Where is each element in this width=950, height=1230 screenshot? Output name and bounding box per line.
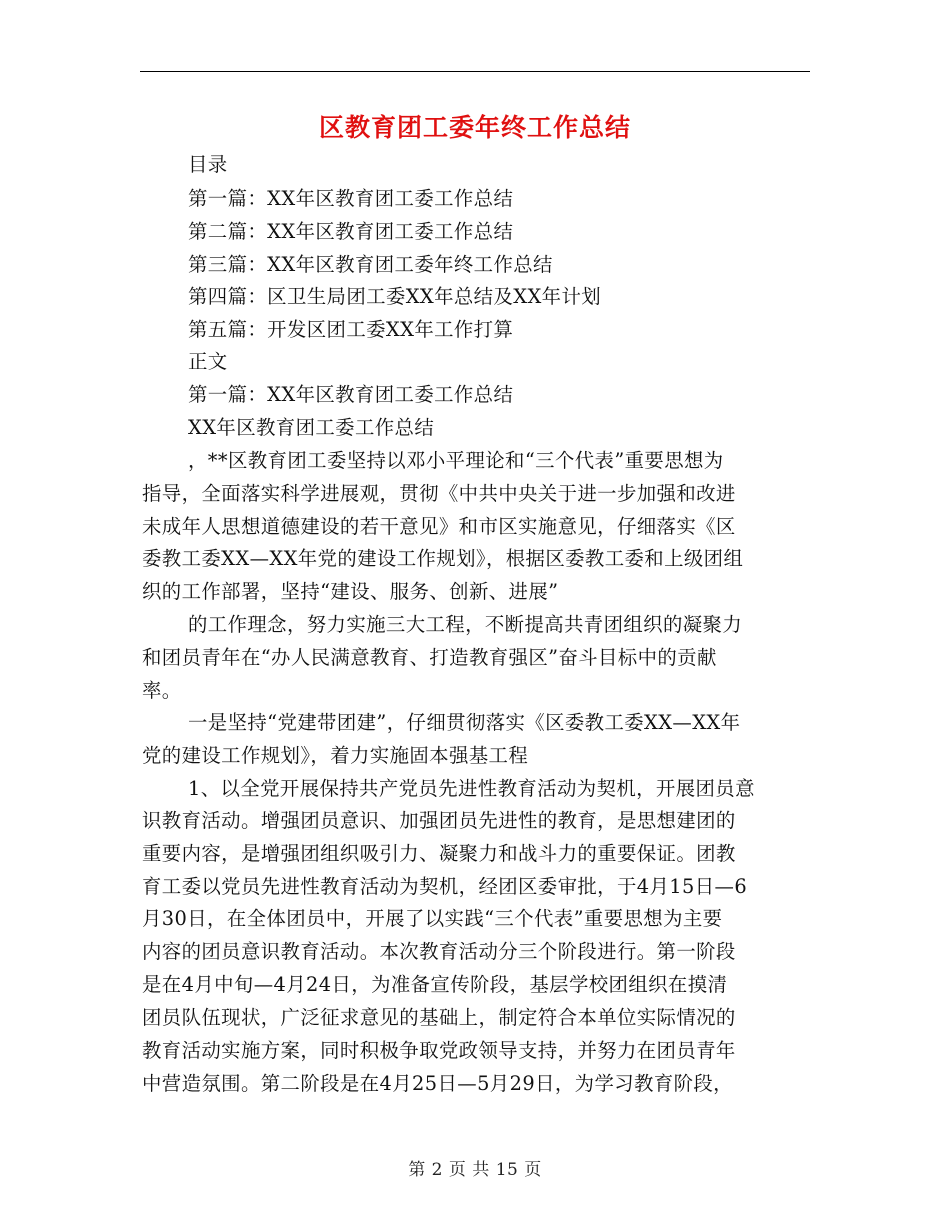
body-line: 内容的团员意识教育活动。本次教育活动分三个阶段进行。第一阶段 xyxy=(142,940,736,963)
document-title: 区教育团工委年终工作总结 xyxy=(318,113,631,142)
body-line: 是在4月中旬—4月24日，为准备宣传阶段，基层学校团组织在摸清 xyxy=(142,973,728,996)
body-line: 重要内容，是增强团组织吸引力、凝聚力和战斗力的重要保证。团教 xyxy=(142,842,736,865)
body-line: 指导，全面落实科学进展观，贯彻《中共中央关于进一步加强和改进 xyxy=(142,482,736,505)
body-line: 率。 xyxy=(142,679,182,702)
body-line: 育工委以党员先进性教育活动为契机，经团区委审批，于4月15日—6 xyxy=(142,875,748,898)
toc-item: 第四篇：区卫生局团工委XX年总结及XX年计划 xyxy=(188,285,602,308)
body-line: 党的建设工作规划》，着力实施固本强基工程 xyxy=(142,744,529,767)
body-line: 未成年人思想道德建设的若干意见》和市区实施意见，仔细落实《区 xyxy=(142,515,736,538)
body-line: 一是坚持“党建带团建”，仔细贯彻落实《区委教工委XX—XX年 xyxy=(188,711,741,734)
body-line: 的工作理念，努力实施三大工程，不断提高共青团组织的凝聚力 xyxy=(188,613,743,636)
body-line: 教育活动实施方案，同时积极争取党政领导支持，并努力在团员青年 xyxy=(142,1039,736,1062)
page-number: 第 2 页 共 15 页 xyxy=(408,1160,542,1180)
body-line: 织的工作部署，坚持“建设、服务、创新、进展” xyxy=(142,580,559,603)
body-line: 委教工委XX—XX年党的建设工作规划》，根据区委教工委和上级团组 xyxy=(142,547,744,570)
toc-heading: 目录 xyxy=(188,153,228,176)
chapter-heading: 第一篇：XX年区教育团工委工作总结 xyxy=(188,383,514,406)
section-title: XX年区教育团工委工作总结 xyxy=(188,416,435,439)
header-rule xyxy=(140,71,810,72)
body-line: 团员队伍现状，广泛征求意见的基础上，制定符合本单位实际情况的 xyxy=(142,1006,736,1029)
toc-item: 第二篇：XX年区教育团工委工作总结 xyxy=(188,220,514,243)
body-heading: 正文 xyxy=(188,350,228,373)
toc-item: 第五篇：开发区团工委XX年工作打算 xyxy=(188,318,514,341)
body-line: 和团员青年在“办人民满意教育、打造教育强区”奋斗目标中的贡献 xyxy=(142,646,717,669)
body-line: 识教育活动。增强团员意识、加强团员先进性的教育，是思想建团的 xyxy=(142,809,736,832)
body-line: 月30日，在全体团员中，开展了以实践“三个代表”重要思想为主要 xyxy=(142,907,723,930)
toc-item: 第三篇：XX年区教育团工委年终工作总结 xyxy=(188,253,553,276)
toc-item: 第一篇：XX年区教育团工委工作总结 xyxy=(188,187,514,210)
body-line: 中营造氛围。第二阶段是在4月25日—5月29日，为学习教育阶段， xyxy=(142,1072,733,1095)
body-line: ，**区教育团工委坚持以邓小平理论和“三个代表”重要思想为 xyxy=(188,449,724,472)
body-line: 1、以全党开展保持共产党员先进性教育活动为契机，开展团员意 xyxy=(188,777,755,800)
